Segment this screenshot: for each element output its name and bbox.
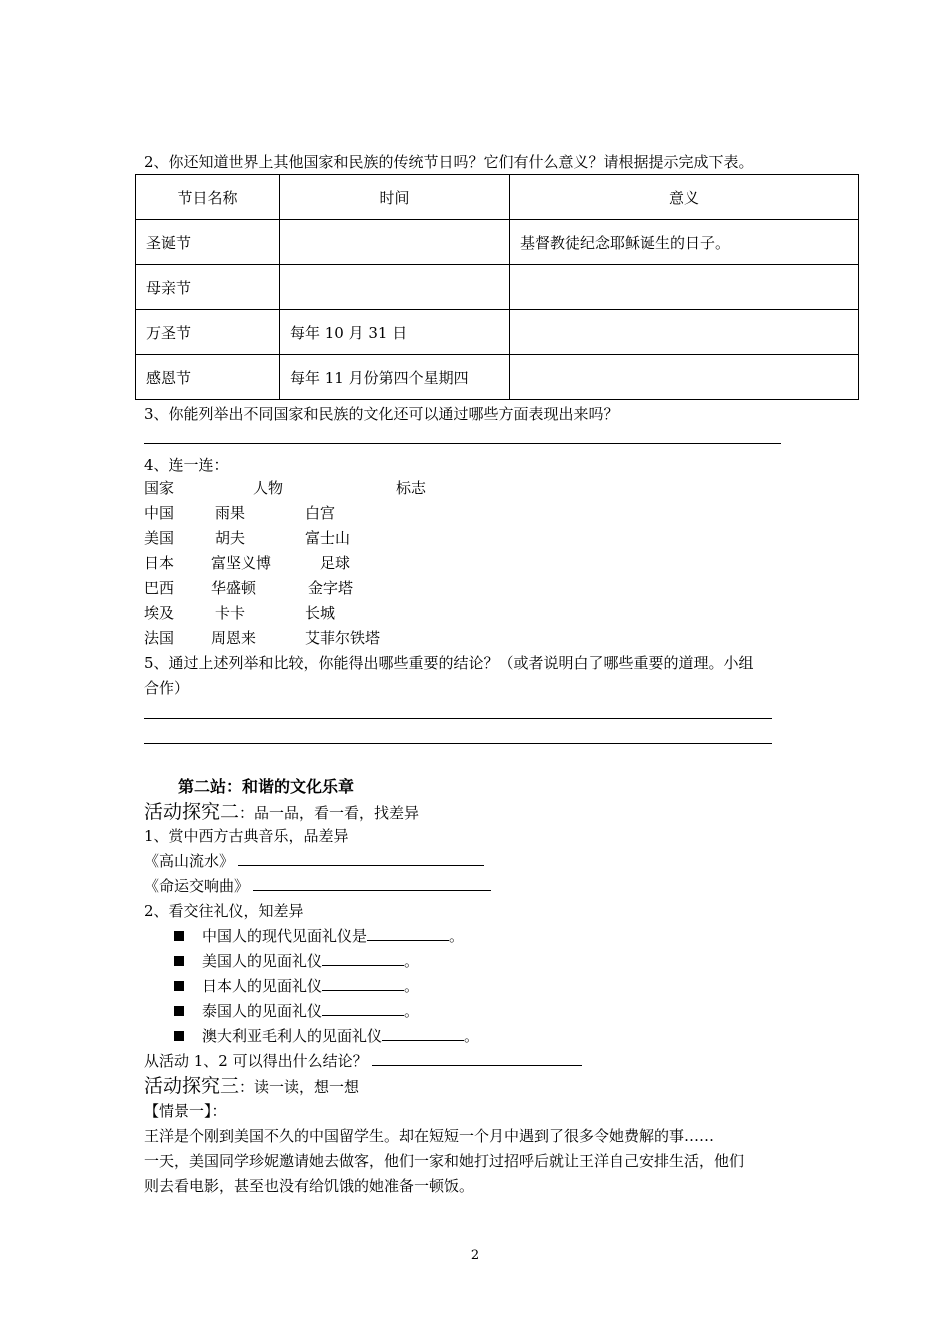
cell-time: 每年 11 月份第四个星期四 [280,355,510,400]
activity-2-title: 活动探究二 [144,801,240,823]
bullet-icon [174,1031,184,1041]
match-country[interactable]: 中国 [144,504,175,522]
list-item [174,1001,419,1021]
match-person[interactable]: 华盛顿 [211,579,257,597]
answer-blank[interactable] [322,951,404,966]
conclusion-question: 从活动 1、2 可以得出什么结论？ [144,1052,368,1070]
story-line: 一天，美国同学珍妮邀请她去做客，他们一家和她打过招呼后就让王洋自己安排生活，他们 [144,1152,745,1170]
header-holiday-name: 节日名称 [136,175,280,220]
activity-3-subtitle: ：读一读，想一想 [239,1078,360,1096]
answer-blank[interactable] [372,1051,582,1066]
bullet-icon [174,981,184,991]
match-symbol[interactable]: 艾菲尔铁塔 [305,629,381,647]
activity-2-heading [144,802,419,823]
music-row [144,851,484,871]
list-item [174,951,419,971]
match-header-symbol: 标志 [396,479,427,497]
answer-blank[interactable] [382,1026,464,1041]
answer-blank[interactable] [253,876,491,891]
conclusion-row [144,1051,582,1071]
answer-blank[interactable] [238,851,484,866]
cell-holiday: 母亲节 [136,265,280,310]
story-line: 王洋是个刚到美国不久的中国留学生。却在短短一个月中遇到了很多令她费解的事…… [144,1127,715,1145]
match-person[interactable]: 胡夫 [215,529,246,547]
table-header-row [136,175,859,220]
cell-meaning[interactable] [510,355,859,400]
table-row [136,310,859,355]
question-5-line2: 合作） [144,679,190,697]
section-heading: 第二站：和谐的文化乐章 [178,777,355,796]
list-item-label: 中国人的现代见面礼仪是 [202,927,368,945]
match-country[interactable]: 巴西 [144,579,175,597]
table-row [136,355,859,400]
question-2: 2、你还知道世界上其他国家和民族的传统节日吗？它们有什么意义？请根据提示完成下表。 [144,153,754,171]
cell-time[interactable] [280,265,510,310]
header-time: 时间 [280,175,510,220]
list-item-label: 日本人的见面礼仪 [202,977,323,995]
list-item [174,1026,479,1046]
scene-label: 【情景一】： [144,1102,227,1120]
cell-time[interactable] [280,220,510,265]
cell-holiday: 万圣节 [136,310,280,355]
music-row [144,876,491,896]
activity-2-subtitle: ：品一品，看一看，找差异 [239,804,420,822]
answer-blank[interactable] [322,1001,404,1016]
cell-holiday: 圣诞节 [136,220,280,265]
list-item-end: 。 [464,1027,480,1045]
list-item-label: 美国人的见面礼仪 [202,952,323,970]
answer-blank[interactable] [367,926,449,941]
bullet-icon [174,931,184,941]
question-3: 3、你能列举出不同国家和民族的文化还可以通过哪些方面表现出来吗？ [144,405,619,423]
list-item-label: 泰国人的见面礼仪 [202,1002,323,1020]
list-item-end: 。 [404,977,420,995]
list-item-end: 。 [449,927,465,945]
table-row [136,265,859,310]
match-symbol[interactable]: 长城 [305,604,336,622]
list-item [174,926,464,946]
activity-3-title: 活动探究三 [144,1075,240,1097]
list-item [174,976,419,996]
match-person[interactable]: 周恩来 [211,629,257,647]
answer-line[interactable] [144,443,781,444]
match-symbol[interactable]: 富士山 [305,529,351,547]
match-country[interactable]: 日本 [144,554,175,572]
list-item-end: 。 [404,952,420,970]
music-title: 1、赏中西方古典音乐，品差异 [144,827,349,845]
music-item: 《高山流水》 [144,852,235,870]
match-person[interactable]: 雨果 [215,504,246,522]
match-person[interactable]: 富坚义博 [211,554,272,572]
match-country[interactable]: 美国 [144,529,175,547]
activity-3-heading [144,1076,359,1097]
story-line: 则去看电影，甚至也没有给饥饿的她准备一顿饭。 [144,1177,475,1195]
holiday-table [135,174,859,400]
question-4: 4、连一连： [144,456,229,474]
match-country[interactable]: 法国 [144,629,175,647]
cell-meaning[interactable] [510,310,859,355]
list-item-label: 澳大利亚毛利人的见面礼仪 [202,1027,383,1045]
header-meaning: 意义 [510,175,859,220]
table-row [136,220,859,265]
match-symbol[interactable]: 金字塔 [308,579,354,597]
match-symbol[interactable]: 足球 [320,554,351,572]
bullet-icon [174,1006,184,1016]
match-person[interactable]: 卡卡 [215,604,246,622]
page-number: 2 [470,1248,480,1263]
match-header-country: 国家 [144,479,175,497]
cell-holiday: 感恩节 [136,355,280,400]
question-5-line1: 5、通过上述列举和比较，你能得出哪些重要的结论？（或者说明白了哪些重要的道理。小组 [144,654,754,672]
match-header-person: 人物 [253,479,284,497]
etiquette-title: 2、看交往礼仪，知差异 [144,902,304,920]
answer-blank[interactable] [322,976,404,991]
match-symbol[interactable]: 白宫 [305,504,336,522]
music-item: 《命运交响曲》 [144,877,250,895]
answer-line[interactable] [144,743,772,744]
match-country[interactable]: 埃及 [144,604,175,622]
cell-time: 每年 10 月 31 日 [280,310,510,355]
list-item-end: 。 [404,1002,420,1020]
bullet-icon [174,956,184,966]
cell-meaning: 基督教徒纪念耶稣诞生的日子。 [510,220,859,265]
cell-meaning[interactable] [510,265,859,310]
answer-line[interactable] [144,718,772,719]
